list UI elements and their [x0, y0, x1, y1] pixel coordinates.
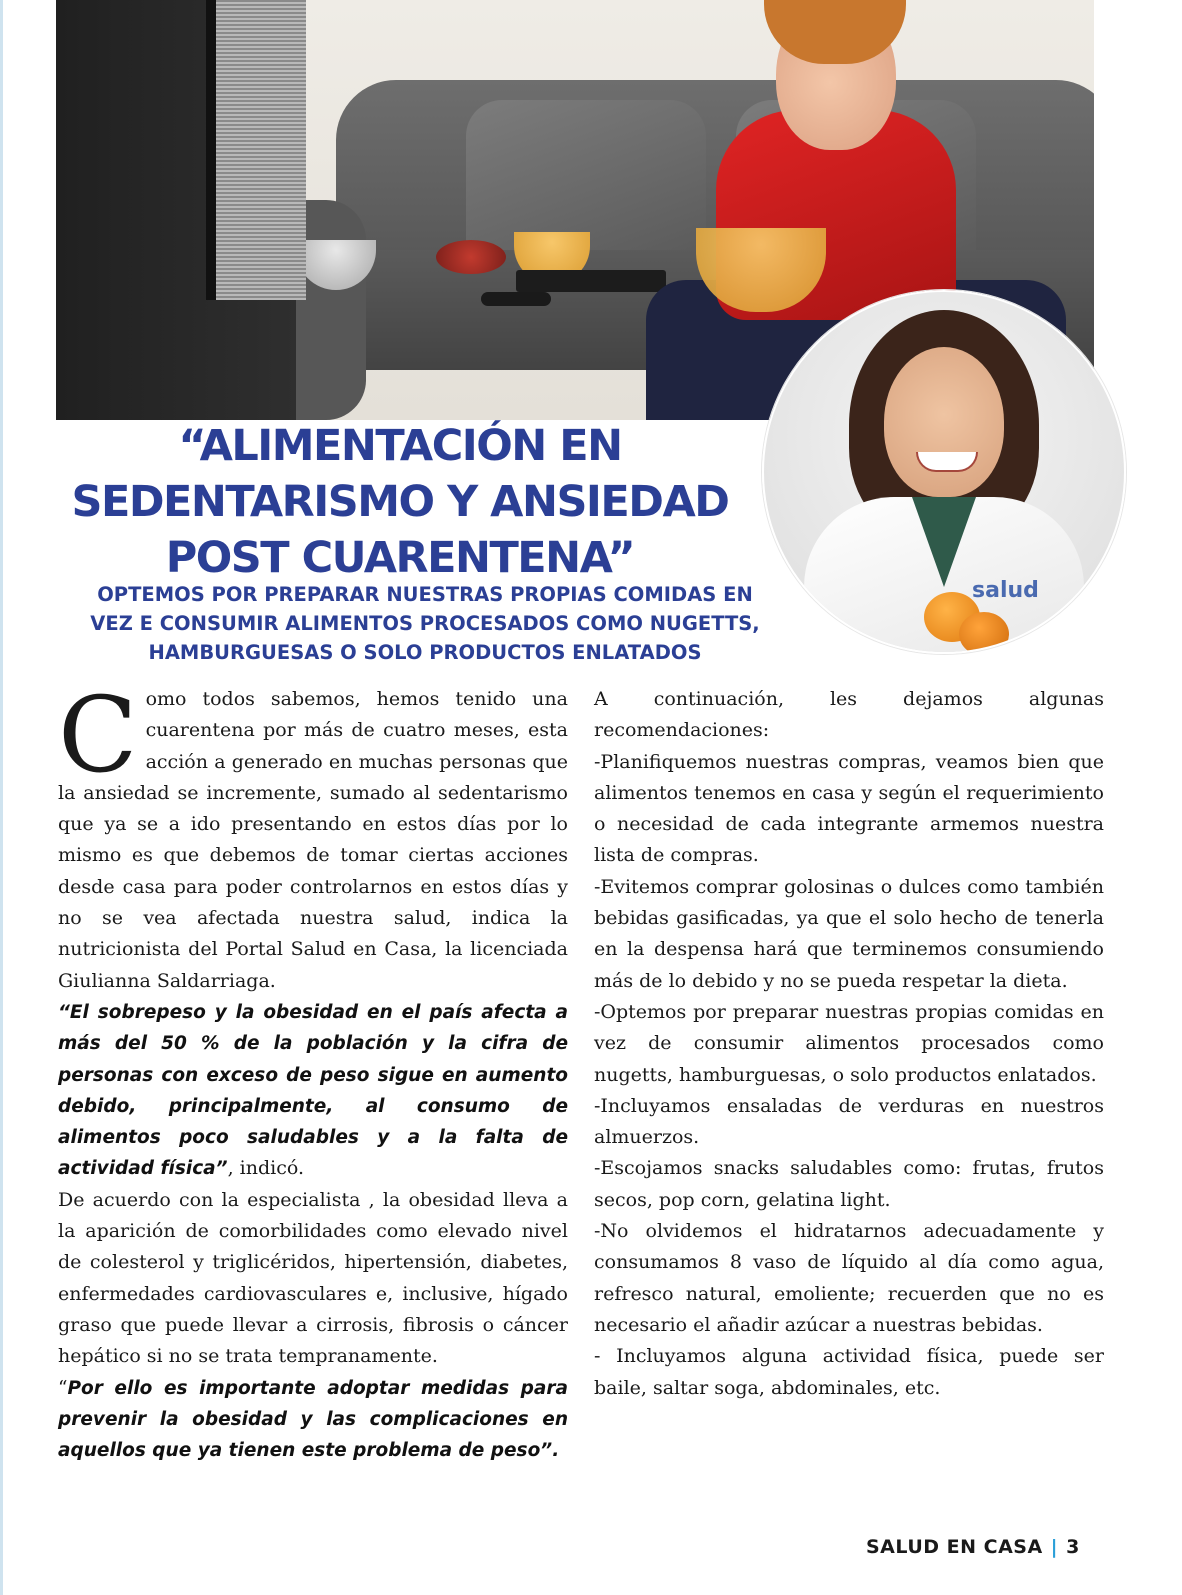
page-edge-line: [0, 0, 3, 1595]
article-subtitle: [30, 580, 820, 667]
left-column: [58, 674, 568, 1466]
drop-cap: C: [58, 674, 138, 796]
recommendation-item: -Planifiquemos nuestras compras, veamos bien que alimentos tenemos en casa y según el requerimiento o necesidad de cada integrante armemos nuestra lista de compras.: [594, 750, 1104, 867]
portrait-face: [884, 347, 1004, 497]
title-line: SEDENTARISMO Y ANSIEDAD: [71, 477, 729, 527]
page-footer: [866, 1536, 1080, 1558]
subtitle-line: OPTEMOS POR PREPARAR NUESTRAS PROPIAS COMIDAS EN: [97, 583, 753, 606]
recommendation-item: - Incluyamos alguna actividad física, puede ser baile, saltar soga, abdominales, etc.: [594, 1345, 1104, 1399]
recommendation-item: -Escojamos snacks saludables como: frutas, frutos secos, pop corn, gelatina light.: [594, 1157, 1104, 1211]
recommendation-item: -Optemos por preparar nuestras propias comidas en vez de consumir alimentos procesados como nugetts, hamburguesas, o solo productos enlatados.: [594, 1000, 1104, 1086]
tv-static-screen: [206, 0, 306, 300]
subtitle-line: HAMBURGUESAS O SOLO PRODUCTOS ENLATADOS: [148, 641, 702, 664]
recommendations-intro: A continuación, les dejamos algunas recomendaciones:: [594, 688, 1104, 742]
quote-text: Por ello es importante adoptar medidas para prevenir la obesidad y las complicaciones en aquellos que ya tienen este problema de peso”.: [58, 1377, 568, 1462]
title-line: POST CUARENTENA”: [165, 533, 635, 583]
quote-text: “El sobrepeso y la obesidad en el país afecta a más del 50 % de la población y la cifra de personas con exceso de peso sigue en aumento debido, principalmente, al consumo de alimentos poco saludables y a la falta de actividad física”: [58, 1001, 568, 1180]
subtitle-line: VEZ E CONSUMIR ALIMENTOS PROCESADOS COMO NUGETTS,: [90, 612, 760, 635]
chips-bag: [436, 240, 506, 274]
magazine-name: SALUD EN CASA: [866, 1536, 1043, 1558]
right-column: [594, 684, 1104, 1404]
portrait-coat-logo: salud: [972, 578, 1039, 603]
recommendation-item: -Incluyamos ensaladas de verduras en nuestros almuerzos.: [594, 1094, 1104, 1149]
article-title: [40, 418, 760, 586]
quote-paragraph: [58, 1373, 568, 1467]
body-paragraph: De acuerdo con la especialista , la obesidad lleva a la aparición de comorbilidades como elevado nivel de colesterol y triglicéridos, hipertensión, diabetes, enfermedades cardiovasculares e, inclusive, hígado graso que puede llevar a cirrosis, fibrosis o cáncer hepático si no se trata tempranamente.: [58, 1188, 568, 1368]
quote-paragraph: [58, 997, 568, 1185]
page-number: 3: [1066, 1536, 1080, 1558]
dvd-player: [516, 270, 666, 292]
footer-separator: |: [1050, 1536, 1059, 1558]
title-line: “ALIMENTACIÓN EN: [178, 421, 622, 471]
quote-open-mark: “: [58, 1377, 68, 1399]
remote-control: [481, 292, 551, 306]
portrait-orange: [959, 612, 1009, 654]
lead-text: omo todos sabemos, hemos tenido una cuarentena por más de cuatro meses, esta acción a generado en muchas personas que la ansiedad se incremente, sumado al sedentarismo que ya se a ido presentando en estos días por lo mismo es que debemos de tomar ciertas acciones desde casa para poder controlarnos en estos días y no se vea afectada nuestra salud, indica la nutricionista del Portal Salud en Casa, la licenciada Giulianna Saldarriaga.: [58, 688, 568, 992]
lead-paragraph: [58, 674, 568, 997]
recommendation-item: -Evitemos comprar golosinas o dulces como también bebidas gasificadas, ya que el solo hecho de tenerla en la despensa hará que terminemos consumiendo más de lo debido y no se pueda respetar la dieta.: [594, 875, 1104, 992]
television: [56, 0, 296, 420]
quote-attribution: , indicó.: [227, 1157, 304, 1180]
recommendation-item: -No olvidemos el hidratarnos adecuadamente y consumamos 8 vaso de líquido al día como agua, refresco natural, emoliente; recuerden que no es necesario el añadir azúcar a nuestras bebidas.: [594, 1220, 1104, 1336]
